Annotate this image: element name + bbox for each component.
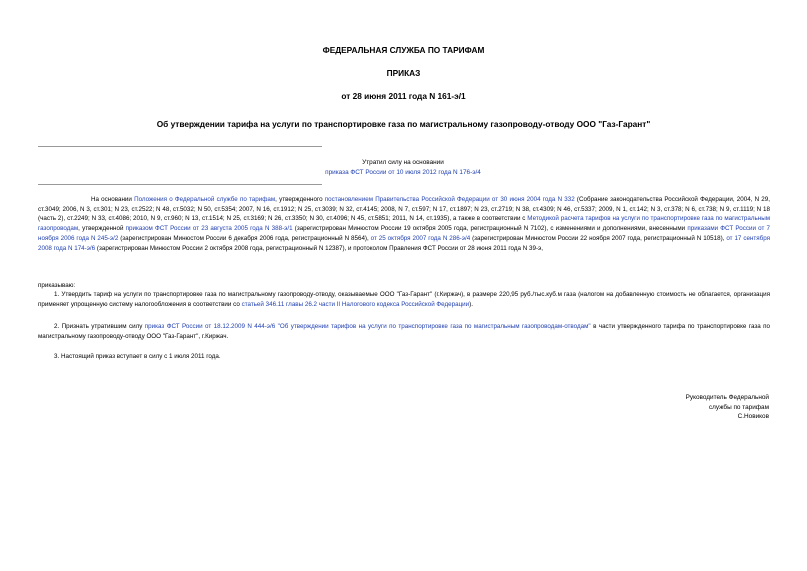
order-444-link[interactable]: приказ ФСТ России от 18.12.2009 N 444-э/6 "Об утверждении тарифов на услуги по транспортировке газа по магистральным газопроводам-отводам" xyxy=(144,323,591,330)
signature-line-2: службы по тарифам xyxy=(708,403,769,411)
order-word: приказываю: xyxy=(38,282,76,289)
item-2-text: 2. Признать утратившим силу xyxy=(54,323,145,330)
preamble-text: , утвержденной xyxy=(78,225,126,233)
preamble-text: (зарегистрирован Минюстом России 19 октября 2005 года, регистрационный N 7102), с изменениями и дополнениями, внесенными xyxy=(292,225,688,233)
doc-title: Об утверждении тарифа на услуги по транспортировке газа по магистральному газопроводу-отводу ООО "Газ-Гарант" xyxy=(156,119,651,129)
preamble-text: (зарегистрирован Минюстом России 2 октября 2008 года, регистрационный N 12387), и протоколом Правления ФСТ России от 28 июня 2011 года N 39-э, xyxy=(95,244,543,252)
item-2 xyxy=(38,322,770,341)
item-1-text: ). xyxy=(469,300,473,308)
signature-block xyxy=(569,393,769,422)
order-174-link[interactable]: от 17 сентября 2008 года N 174-э/6 xyxy=(38,234,770,252)
divider-bottom xyxy=(38,184,322,185)
methodology-link[interactable]: Методикой расчета тарифов на услуги по транспортировке газа по магистральным газопроводам xyxy=(38,215,770,233)
preamble-text: (зарегистрирован Минюстом России 22 ноября 2007 года, регистрационный N 10518), xyxy=(470,234,727,242)
item-1-text: 1. Утвердить тариф на услуги по транспортировке газа по магистральному газопроводу-отводу, оказываемые ООО "Газ-Гарант" (г.Киржач), в размере 220,95 руб./тыс.куб.м газа (налогом на добавленную стоимость не облагается, организация применяет упрощенную систему налогообложения в соответствии со xyxy=(38,291,770,308)
preamble-text: На основании xyxy=(91,196,135,203)
lost-force-link[interactable]: приказа ФСТ России от 10 июля 2012 года N 176-э/4 xyxy=(325,168,481,176)
preamble-paragraph xyxy=(38,195,770,253)
item-2-text: в части утвержденного тарифа по транспортировке газа по магистральному газопроводу-отводу ООО "Газ-Гарант", г.Киржач. xyxy=(38,323,771,340)
item-3: 3. Настоящий приказ вступает в силу с 1 июля 2011 года. xyxy=(54,353,221,360)
doc-type: ПРИКАЗ xyxy=(386,68,421,78)
preamble-text: (Собрание законодательства Российской Федерации, 2004, N 29, ст.3049; 2006, N 3, ст.301; N 23, ст.2522; N 48, ст.5032; N 50, ст.5354; 2007, N 16, ст.1912; N 25, ст.3039; N 32, ст.4145; 2008, N 7, ст.597; N 17, ст.1897; N 23, ст.2719; N 38, ст.4309; N 46, ст.5337; 2009, N 1, ст.142; N 3, ст.378; N 6, ст.738; N 9, ст.1119; N 18 (часть 2), ст.2249; N 33, ст.4086; 2010, N 9, ст.960; N 13, ст.1514; N 25, ст.3169; N 26, ст.3350; N 30, ст.4096; N 45, ст.5851; 2011, N 14, ст.1935), а также в соответствии с xyxy=(38,196,771,223)
doc-date: от 28 июня 2011 года N 161-э/1 xyxy=(341,91,466,101)
preamble-text: (зарегистрирован Минюстом России 6 декабря 2006 года, регистрационный N 8564), xyxy=(118,234,371,242)
lost-force-note xyxy=(200,158,606,177)
divider-top xyxy=(38,146,322,147)
order-245-link[interactable]: приказами ФСТ России от 7 ноября 2006 года N 245-э/2 xyxy=(38,225,770,242)
tax-code-link[interactable]: статьей 346.11 главы 26.2 части II Налогового кодекса Российской Федерации xyxy=(241,300,470,308)
signature-name: С.Новиков xyxy=(737,413,769,421)
org-name: ФЕДЕРАЛЬНАЯ СЛУЖБА ПО ТАРИФАМ xyxy=(322,45,485,55)
preamble-text: , утвержденного xyxy=(275,196,325,203)
item-1 xyxy=(38,290,770,309)
order-388-link[interactable]: приказом ФСТ России от 23 августа 2005 года N 388-э/1 xyxy=(125,225,293,233)
lost-force-text: Утратил силу на основании xyxy=(362,159,444,166)
regulation-link[interactable]: Положения о Федеральной службе по тарифам xyxy=(134,196,276,203)
signature-line-1: Руководитель Федеральной xyxy=(685,394,769,401)
order-286-link[interactable]: от 25 октября 2007 года N 286-э/4 xyxy=(370,234,471,242)
government-decree-link[interactable]: постановлением Правительства Российской Федерации от 30 июня 2004 года N 332 xyxy=(324,196,575,203)
